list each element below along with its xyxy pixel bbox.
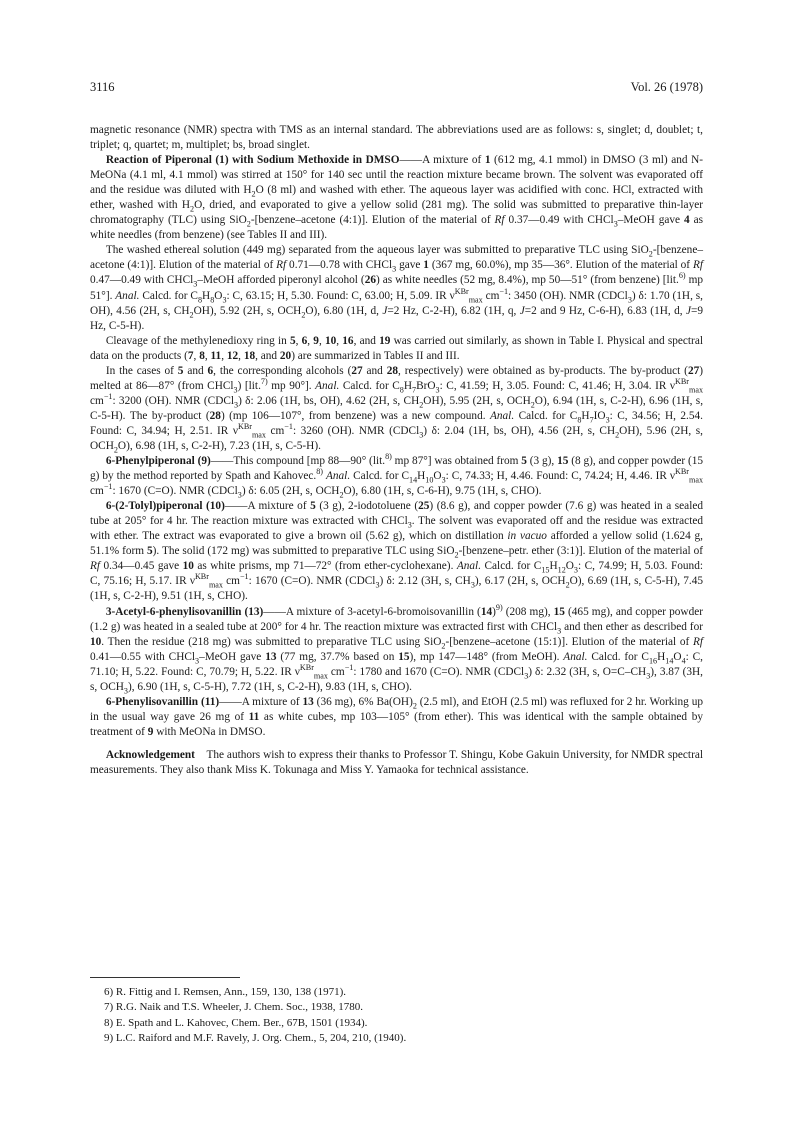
paragraph: 3-Acetyl-6-phenylisovanillin (13)——A mixture of 3-acetyl-6-bromoisovanillin $(14)^{9)}$ (208 mg), 15 (465 mg), and copper powder (1.2 g) was heated in a sealed tube at 200° for 4 hr. The reaction mixture was extracted first with CHCl$_3$ and then ether as described for 10. Then the residue (218 mg) was submitted to preparative TLC using SiO$_2$-[benzene–acetone (15:1)]. Elution of the material of Rf 0.41—0.55 with CHCl$_3$–MeOH gave 13 (77 mg, 37.7% based on 15), mp 147—148° (from MeOH). Anal. Calcd. for $C_{16}H_{14}O_4$: C, 71.10; H, 5.22. Found: C, 70.79; H, 5.22. IR $\nu^{KBr}_{max}$ $cm^{-1}$: 1780 and 1670 (C=O). NMR (CDCl$_3$) δ: 2.32 (3H, s, $O=C-CH_3$), 3.87 (3H, s, $OCH_3$), 6.90 (1H, s, C-5-H), 7.72 (1H, s, C-2-H), 9.83 (1H, s, CHO). [90,602,704,695]
reference-item: 8) E. Spath and L. Kahovec, Chem. Ber., 67B, 1501 (1934). [104,1016,368,1029]
paragraph: Reaction of Piperonal (1) with Sodium Methoxide in DMSO——A mixture of 1 (612 mg, 4.1 mmol) in DMSO (3 ml) and N-MeONa (4.1 ml, 4.1 mmol) was stirred at 150° for 140 sec until the reaction mixture became brown. The solvent was evaporated off and the residue was diluted with $H_2O$ (8 ml) and washed with ether. The aqueous layer was acidified with conc. HCl, extracted with ether, washed with $H_2O$, dried, and evaporated to give a yellow solid (281 mg). The solid was submitted to preparative thin-layer chromatography (TLC) using SiO$_2$-[benzene–acetone (4:1)]. Elution of the material of Rf 0.37—0.49 with CHCl$_3$–MeOH gave 4 as white needles (from benzene) (see Tables II and III). [90,154,703,242]
reference-item: 7) R.G. Naik and T.S. Wheeler, J. Chem. Soc., 1938, 1780. [104,1001,363,1014]
paragraph: 6-(2-Tolyl)piperonal (10)——A mixture of 5 (3 g), 2-iodotoluene (25) (8.6 g), and copper powder (7.6 g) was heated in a sealed tube at 205° for 4 hr. The reaction mixture was extracted with CHCl$_3$. The solvent was evaporated off and the residue was extracted with ether. The extract was evaporated to give a brown oil (5.62 g), which on distillation in vacuo afforded a yellow solid (1.624 g, 51.1% form 5). The solid (172 mg) was submitted to preparative TLC using SiO$_2$-[benzene–petr. ether (3:1)]. Elution of the material of Rf 0.34—0.45 gave 10 as white prisms, mp 71—72° (from ether-cyclohexane). Anal. Calcd. for $C_{15}H_{12}O_3$: C, 74.99; H, 5.03. Found: C, 75.16; H, 5.17. IR $\nu^{KBr}_{max}$ $cm^{-1}$: 1670 (C=O). NMR (CDCl$_3$) δ: 2.12 (3H, s, $CH_3$), 6.17 (2H, s, $OCH_2O$), 6.69 (1H, s, C-5-H), 7.45 (1H, s, C-2-H), 9.51 (1H, s, CHO). [90,500,703,603]
volume-label: Vol. 26 (1978) [630,80,703,94]
paragraph: 6-Phenylisovanillin (11)——A mixture of 13 (36 mg), 6% $Ba(OH)_2$ (2.5 ml), and EtOH (2.5 ml) was refluxed for 2 hr. Working up in the usual way gave 26 mg of 11 as white cubes, mp 103—105° (from ether). This was identical with the sample obtained by treatment of 9 with MeONa in DMSO. [90,695,703,738]
paragraph: magnetic resonance (NMR) spectra with TMS as an internal standard. The abbreviations used are as follows: s, singlet; d, doublet; t, triplet; q, quartet; m, multiplet; bs, broad singlet. [90,124,703,152]
page-header [90,80,703,98]
paragraph: Cleavage of the methylenedioxy ring in 5, 6, 9, 10, 16, and 19 was carried out similarly, as shown in Table I. Physical and spectral data on the products (7, 8, 11, 12, 18, and 20) are summarized in Tables II and III. [90,334,703,362]
reference-item: 9) L.C. Raiford and M.F. Ravely, J. Org. Chem., 5, 204, 210, (1940). [104,1031,407,1044]
page-number: 3116 [90,80,115,94]
paragraph: 6-Phenylpiperonal (9)——This compound [mp 88—90° (lit.$^{8)}$ mp 87°] was obtained from 5 (3 g), 15 (8 g), and copper powder (15 g) by the method reported by Spath and Kahovec.$^{8)}$ Anal. Calcd. for $C_{14}H_{10}O_3$: C, 74.33; H, 4.46. Found: C, 74.24; H, 4.46. IR $\nu^{KBr}_{max}$ $cm^{-1}$: 1670 (C=O). NMR (CDCl$_3$) δ: 6.05 (2H, s, $OCH_2O$), 6.80 (1H, s, C-6-H), 9.75 (1H, s, CHO). [90,452,704,500]
article-body [90,123,703,778]
paragraph: In the cases of 5 and 6, the corresponding alcohols (27 and 28, respectively) were obtained as by-products. The by-product (27) melted at 86—87° (from CHCl$_3$) [lit.$^{7)}$ mp 90°]. Anal. Calcd. for $C_8H_7BrO_3$: C, 41.59; H, 3.05. Found: C, 41.46; H, 3.04. IR $\nu^{KBr}_{max}$ $cm^{-1}$: 3200 (OH). NMR (CDCl$_3$) δ: 2.06 (1H, bs, OH), 4.62 (2H, s, $CH_2OH$), 5.95 (2H, s, $OCH_2O$), 6.94 (1H, s, C-2-H), 6.96 (1H, s, C-5-H). The by-product (28) (mp 106—107°, from benzene) was a new compound. Anal. Calcd. for $C_8H_7IO_3$: C, 34.56; H, 2.54. Found: C, 34.94; H, 2.51. IR $\nu^{KBr}_{max}$ $cm^{-1}$: 3260 (OH). NMR (CDCl$_3$) δ: 2.04 (1H, bs, OH), 4.56 (2H, s, $CH_2OH$), 5.96 (2H, s, $OCH_2O$), 6.98 (1H, s, C-2-H), 7.23 (1H, s, C-5-H). [90,364,704,455]
paragraph: The washed ethereal solution (449 mg) separated from the aqueous layer was submitted to preparative TLC using SiO$_2$-[benzene–acetone (4:1)]. Elution of the material of Rf 0.71—0.78 with CHCl$_3$ gave 1 (367 mg, 60.0%), mp 35—36°. Elution of the material of Rf 0.47—0.49 with CHCl$_3$–MeOH afforded piperonyl alcohol (26) as white needles (52 mg, 8.4%), mp 50—51° (from benzene) [lit.$^{6)}$ mp 51°]. Anal. Calcd. for $C_8H_8O_3$: C, 63.15; H, 5.30. Found: C, 63.00; H, 5.09. IR $\nu^{KBr}_{max}$ $cm^{-1}$: 3450 (OH). NMR (CDCl$_3$) δ: 1.70 (1H, s, OH), 4.56 (2H, s, $CH_2OH$), 5.92 (2H, s, $OCH_2O$), 6.80 (1H, d, J=2 Hz, C-2-H), 6.82 (1H, q, J=2 and 9 Hz, C-6-H), 6.83 (1H, d, J=9 Hz, C-5-H). [90,244,704,332]
acknowledgement: Acknowledgement The authors wish to express their thanks to Professor T. Shingu, Kobe Gakuin University, for NMDR spectral measurements. They also thank Miss K. Tokunaga and Miss Y. Yamaoka for technical assistance. [90,748,703,776]
references [104,985,704,1046]
reference-item: 6) R. Fittig and I. Remsen, Ann., 159, 130, 138 (1971). [104,986,346,998]
footnote-rule [90,977,240,978]
